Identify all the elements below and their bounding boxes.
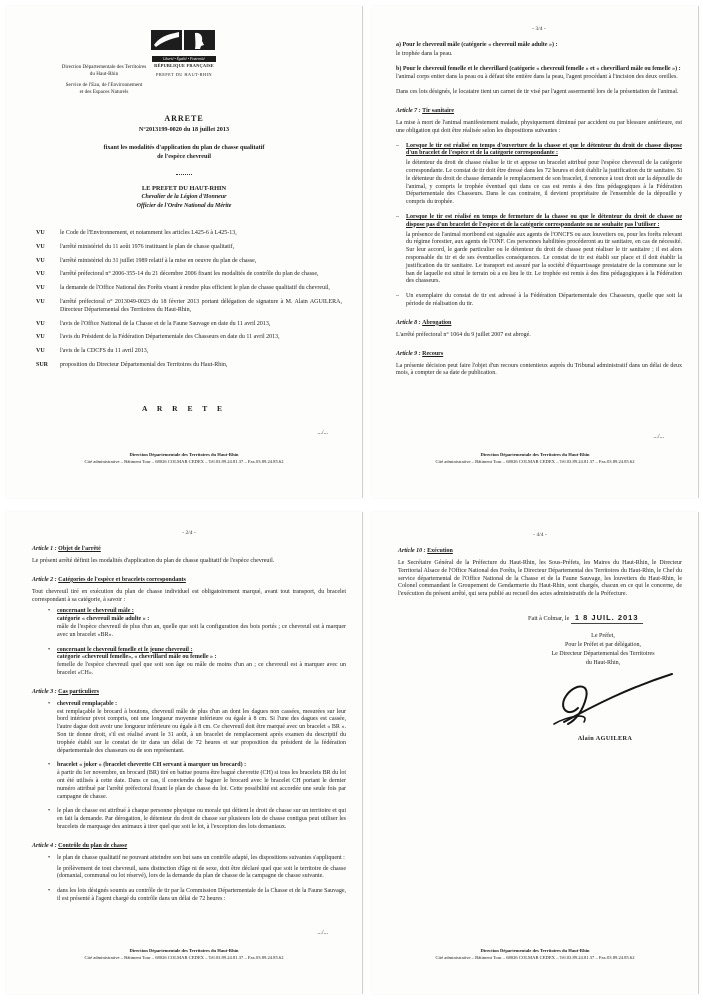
- dash-body: le détenteur du droit de chasse réalise le tir et appose un bracelet attribué pour l'espèce chevreuil de la catégorie correspondante. Le constat de tir doit être dressé dans les 72 heures et doit établir la justification du tir sanitaire. Si le détenteur du droit de chasse demande le remplacement de son bracelet, il renonce à tout droit sur la dépouille de l'animal, y compris le trophée éventuel qui dans ce cas est remis à des fins pédagogiques à la Fédération Départementale des Chasseurs. Dans le cas contraire, il devient propriétaire de l'ensemble de la dépouille y compris du trophée.: [406, 160, 682, 206]
- bullet-item: [48, 855, 346, 881]
- dash-bullet: –: [396, 213, 399, 220]
- vu-label: VU: [36, 230, 45, 236]
- dot-bullet: •: [48, 700, 51, 707]
- bullet-body: femelle de l'espèce chevreuil quel que soit son âge ou mâle de moins d'un an ; ce chevreuil est à marquer avec un bracelet «CH».: [57, 662, 346, 676]
- vu-label: VU: [36, 348, 45, 355]
- signature-line: Le Préfet,: [591, 632, 615, 639]
- dot-bullet: •: [48, 646, 51, 653]
- prefet-title: PREFET DU HAUT-RHIN: [156, 72, 212, 77]
- article-title: Objet de l'arrêté: [58, 546, 101, 552]
- bullet-subheading: catégorie « chevreuil mâle adulte » :: [57, 616, 150, 623]
- page-4-content: [372, 512, 698, 742]
- marianne-emblem-icon: [151, 30, 217, 50]
- bullet-item: [48, 888, 346, 904]
- prefect-honor: Chevalier de la Légion d'Honneur: [141, 194, 227, 201]
- page-3-content: [372, 6, 698, 378]
- page-2-content: [6, 512, 362, 904]
- footer-line: Direction Départementale des Territoires du Haut-Rhin: [480, 452, 590, 458]
- dash-content: [406, 293, 682, 309]
- clause-b-body: l'animal corps entier dans la peau ou à défaut tête entière dans la peau, l'agent procédant à l'incision des deux oreilles.: [396, 74, 678, 81]
- bullet-item: [48, 808, 346, 831]
- vu-text: proposition du Directeur Départemental des Territoires du Haut-Rhin,: [60, 361, 228, 368]
- paragraph: Dans ces lots désignés, le locataire tient un carnet de tir visé par l'agent assermenté lors de la présentation de l'animal.: [396, 89, 679, 96]
- bullet-item: [48, 762, 346, 801]
- vu-text: l'avis de la CDCFS du 11 avril 2013,: [60, 348, 149, 355]
- vu-text: l'arrêté préfectoral n° 2006-355-14 du 21 décembre 2006 fixant les modalités de contrôle du plan de chasse,: [60, 271, 319, 278]
- page-footer: [6, 452, 362, 466]
- dash-item: [396, 293, 682, 309]
- decree-title-block: [6, 114, 362, 133]
- service-line: et des Espaces Naturels: [79, 88, 129, 95]
- signer-name: Alain AGUILERA: [577, 734, 633, 742]
- continuation-mark: .../...: [653, 434, 664, 440]
- bullet-body: à partir du 1er novembre, un brocard (BR) tiré en battue pourra être bagué chevrette (CH) si tous les bracelets BR du lot ont été utilisés à cette date. Dans ce cas, il conviendra de baguer le brocard avec le bracelet CH portant le dernier numéro attribué par l'arrêté préfectoral fixant le plan de chasse du lot. Cette possibilité est accordée une seule fois par campagne de chasse.: [57, 770, 346, 800]
- vu-item: [36, 230, 342, 238]
- bullet-item: [48, 608, 346, 639]
- dash-item: [396, 214, 682, 286]
- bullet-body: est remplaçable le brocard à boutons, chevreuil mâle de plus d'un an dont les dagues non cassées, mesurées sur leur bord intérieur pivot compris, ont une longueur moyenne inférieure ou égale à 8 cm. Si l'une des dagues est cassée, l'autre dague doit avoir une longueur inférieure ou égale à 8 cm. Ce chevreuil doit être marqué avec un bracelet « BR ». Son tir donne droit, s'il est réalisé avant le 31 août, à un bracelet de remplacement après examen du descriptif du trophée établi sur le constat de tir dans un délai de 72 heures et sur proposition du président de la fédération départementale des chasseurs ou de son représentant.: [57, 708, 346, 754]
- page-number: - 2/4 -: [182, 530, 196, 536]
- service-line: du Haut-Rhin: [89, 71, 119, 78]
- dash-bullet: –: [396, 293, 399, 300]
- signature-line: du Haut-Rhin,: [585, 659, 621, 666]
- republic-motto: Liberté • Égalité • Fraternité: [152, 56, 216, 62]
- prefect-honor: Officier de l'Ordre National du Mérite: [136, 202, 232, 209]
- footer-line: Cité administrative – Bâtiment Tour – 68026 COLMAR CEDEX – Tél.03.89.24.81.37 – Fax.03.89.24.85.62: [84, 955, 284, 961]
- article-label: Article 4 :: [32, 842, 57, 849]
- page-1: [6, 6, 363, 498]
- article-label: Article 2 :: [32, 576, 57, 583]
- bullet-item: [48, 647, 346, 678]
- vu-item: [36, 271, 342, 279]
- signature-icon: [548, 670, 678, 728]
- bullet-body: le plan de chasse qualitatif ne pouvant atteindre son but sans un contrôle adapté, les dispositions suivantes s'appliquent :: [57, 854, 345, 861]
- vu-item: [36, 348, 342, 356]
- paragraph: La présente décision peut faire l'objet d'un recours contentieux auprès du Tribunal administratif dans un délai de deux mois, à compter de sa date de publication.: [396, 362, 682, 377]
- vu-item: [36, 285, 342, 293]
- clause-b-heading: b) Pour le chevreuil femelle et le chevrillard (catégorie « chevreuil femelle » et « chevrillard mâle ou femelle ») :: [396, 65, 681, 72]
- footer-line: Direction Départementale des Territoires du Haut-Rhin: [129, 452, 239, 458]
- vu-item: [36, 244, 342, 252]
- article-8-heading: [396, 320, 682, 326]
- republic-name: RÉPUBLIQUE FRANÇAISE: [154, 63, 214, 68]
- date-label: Fait à Colmar, le: [528, 614, 570, 622]
- vu-item: [36, 299, 342, 315]
- footer-line: Cité administrative – Bâtiment Tour – 68026 COLMAR CEDEX – Tél.03.89.24.81.37 – Fax.03.89.24.85.62: [435, 955, 635, 961]
- decree-number: N°2013199-0020 du 18 juillet 2013: [138, 126, 230, 133]
- vu-text: le Code de l'Environnement, et notamment les articles L425-6 à L425-13,: [60, 230, 237, 236]
- bullet-body: dans les lots désignés soumis au contrôle de tir par la Commission Départementale de la Chasse et de la Faune Sauvage, il est présenté à l'agent chargé du contrôle dans un délai de 72 heures :: [57, 888, 346, 902]
- continuation-mark: .../...: [317, 930, 328, 936]
- paragraph: La mise à mort de l'animal manifestement malade, physiquement diminué par accident ou par blessure antérieure, est une obligation qui doit être réalisée selon les dispositions suivantes :: [396, 119, 682, 134]
- article-1-heading: [32, 546, 346, 552]
- article-label: Article 3 :: [32, 688, 57, 695]
- article-title: Catégories de l'espèce et bracelets correspondants: [58, 576, 186, 583]
- vu-list: [36, 230, 342, 376]
- dot-bullet: •: [48, 762, 51, 769]
- bullet-content: [57, 762, 346, 801]
- article-label: Article 8 :: [396, 319, 421, 326]
- article-label: Article 9 :: [396, 350, 421, 357]
- vu-label: VU: [36, 320, 45, 327]
- service-line: Service de l'Eau, de l'Environnement: [65, 81, 143, 88]
- bullet-item: [48, 701, 346, 756]
- paragraph: Le Secrétaire Général de la Préfecture du Haut-Rhin, les Sous-Préfets, les Maires du Haut-Rhin, le Directeur Territorial Alsace de l'Office National des Forêts, le Directeur Départemental des Territoires du Haut-Rhin, le Chef du service départemental de l'Office National de la Chasse et de la Faune Sauvage, les louvetiers du Haut-Rhin, le Colonel commandant le Groupement de Gendarmerie du Haut-Rhin, sont chargés, chacun en ce qui le concerne, de l'exécution du présent arrêté, qui sera publié au recueil des actes administratifs de la Préfecture.: [398, 560, 682, 598]
- signature-block: [518, 632, 688, 668]
- page-3: [372, 6, 699, 498]
- page-number: - 4/4 -: [533, 532, 547, 538]
- dash-heading: Lorsque le tir est réalisé en temps d'ouverture de la chasse et que le détenteur du droit de chasse dispose d'un bracelet de l'espèce et de la catégorie correspondante :: [406, 142, 682, 157]
- vu-text: l'avis du Président de la Fédération Départementale des Chasseurs en date du 11 avril 2013,: [60, 334, 280, 341]
- bullet-heading: bracelet « joker » (bracelet chevrette CH servant à marquer un brocard) :: [57, 762, 247, 769]
- prefect-block: [6, 184, 362, 211]
- article-title: Abrogation: [422, 319, 452, 326]
- bullet-content: [57, 647, 346, 678]
- dash-bullet: –: [396, 142, 399, 149]
- article-title: Exécution: [427, 548, 453, 554]
- paragraph: L'arrêté préfectoral n° 1064 du 9 juillet 2007 est abrogé.: [396, 331, 531, 338]
- article-title: Recours: [422, 350, 444, 357]
- bullet-content: [57, 701, 346, 756]
- bullet-content: [57, 888, 346, 904]
- decree-subject: [6, 144, 362, 161]
- handwritten-signature: [548, 670, 682, 733]
- bullet-heading: chevreuil remplaçable :: [57, 700, 118, 707]
- dash-heading: Lorsque le tir est réalisé en temps de fermeture de la chasse ou que le détenteur du droit de chasse ne dispose pas d'un bracelet de l'espèce et de la catégorie correspondante ou ne souhaite pas l'utiliser :: [406, 213, 682, 228]
- bullet-body: le plan de chasse est attribué à chaque personne physique ou morale qui détient le droit de chasse sur un territoire et qui en fait la demande. Par dérogation, le détenteur du droit de chasse sur plusieurs lots de chasse contigus peut utiliser les bracelets de marquage des animaux à tirer quel que soit le lot, à l'exception des lots domaniaux.: [57, 808, 346, 830]
- decree-title: ARRETE: [164, 114, 204, 123]
- article-title: Cas particuliers: [58, 688, 99, 695]
- continuation-mark: .../...: [317, 430, 328, 436]
- footer-line: Cité administrative – Bâtiment Tour – 68026 COLMAR CEDEX – Tél.03.89.24.81.37 – Fax.03.89.24.85.62: [435, 459, 635, 465]
- vu-item: [36, 258, 342, 266]
- separator-mark: [176, 174, 192, 175]
- article-label: Article 7 :: [396, 107, 421, 114]
- article-9-heading: [396, 351, 682, 357]
- vu-label: VU: [36, 285, 45, 292]
- issuing-service: [20, 64, 188, 96]
- vu-text: la demande de l'Office National des Forêts visant à rendre plus efficient le plan de chasse qualitatif du chevreuil,: [60, 285, 330, 292]
- service-line: Direction Départementale des Territoires: [61, 64, 147, 70]
- vu-text: l'arrêté ministériel du 11 août 1976 instituant le plan de chasse qualitatif,: [60, 243, 235, 250]
- vu-text: l'arrêté ministériel du 31 juillet 1989 relatif à la mise en oeuvre du plan de chasse,: [60, 257, 257, 264]
- vu-item: [36, 321, 342, 329]
- dot-bullet: •: [48, 608, 51, 615]
- footer-line: Direction Départementale des Territoires du Haut-Rhin: [129, 948, 239, 954]
- article-2-heading: [32, 577, 346, 583]
- subject-line: fixant les modalités d'application du plan de chasse qualitatif: [103, 144, 265, 151]
- dash-item: [396, 143, 682, 207]
- bullet-content: [57, 855, 346, 881]
- page-footer: [6, 948, 362, 962]
- dash-body: la présence de l'animal moribond est signalée aux agents de l'ONCFS ou aux louvetiers ou, pour les forêts relevant du régime forestier, aux agents de l'ONF. Ces personnes habilitées procéderont au tir sanitaire, en cas de nécessité. Sur leur accord, le garde particulier ou le détenteur du droit de chasse peut réaliser le tir sanitaire ; il est alors responsable du tir et de ses éventuelles conséquences. Le constat de tir est établi sur place et il doit établir la justification du tir sanitaire. Le transport est assuré par la société d'équarrissage prestataire de la commune sur le ban de laquelle est situé le terrain où a eu lieu le tir. Le trophée est remis à des fins pédagogiques à la Fédération des chasseurs.: [406, 231, 682, 285]
- bullet-subparagraph: le prélèvement de tout chevreuil, sans distinction d'âge ni de sexe, doit être déclaré quel que soit le territoire de chasse (domanial, communal ou lot réservé), lors de la demande du plan de chasse de la campagne de chasse suivante.: [57, 865, 346, 880]
- vu-item: [36, 334, 342, 342]
- vu-label: VU: [36, 243, 45, 250]
- paragraph: Le présent arrêté définit les modalités d'application du plan de chasse qualitatif de l'espèce chevreuil.: [32, 558, 275, 564]
- page-4: [372, 512, 699, 994]
- article-label: Article 1 :: [32, 546, 57, 552]
- vu-label: VU: [36, 257, 45, 264]
- vu-item: [36, 362, 342, 370]
- clause-a-body: le trophée dans la peau.: [396, 50, 453, 57]
- bullet-heading: concernant le chevreuil mâle :: [57, 608, 134, 615]
- dash-content: [406, 143, 682, 207]
- footer-line: Cité administrative – Bâtiment Tour – 68026 COLMAR CEDEX – Tél.03.89.24.81.37 – Fax.03.89.24.85.62: [84, 459, 284, 465]
- vu-label: VU: [36, 271, 45, 278]
- paragraph: Tout chevreuil tiré en exécution du plan de chasse individuel est obligatoirement marqué, avant tout transport, du bracelet correspondant à sa catégorie, à savoir :: [32, 588, 346, 603]
- article-label: Article 10 :: [398, 548, 426, 554]
- date-line: [528, 613, 682, 622]
- dash-content: [406, 214, 682, 286]
- dot-bullet: •: [48, 888, 51, 895]
- dot-bullet: •: [48, 854, 51, 861]
- page-footer: [372, 452, 698, 466]
- dot-bullet: •: [48, 808, 51, 815]
- subject-line: de l'espèce chevreuil: [157, 152, 211, 160]
- vu-label: SUR: [36, 361, 49, 368]
- page-footer: [372, 948, 698, 962]
- signature-line: Le Directeur Départemental des Territoires: [551, 650, 655, 657]
- bullet-subheading: catégorie «chevreuil femelle», « chevrillard mâle ou femelle » :: [57, 654, 217, 661]
- bullet-content: [57, 608, 346, 639]
- vu-label: VU: [36, 334, 45, 341]
- vu-text: l'arrêté préfectoral n° 2013049-0023 du 18 février 2013 portant délégation de signature à M. Alain AGUILERA, Directeur Départemental des Territoires du Haut-Rhin,: [60, 298, 342, 313]
- dash-body: Un exemplaire du constat de tir est adressé à la Fédération Départementale des Chasseurs, quelle que soit la période de réalisation du tir.: [406, 293, 682, 307]
- bullet-body: mâle de l'espèce chevreuil de plus d'un an, quelle que soit la configuration des bois portés ; ce chevreuil est à marquer avec un bracelet «BR».: [57, 623, 346, 638]
- article-3-heading: [32, 689, 346, 695]
- arrete-word: A R R E T E: [142, 404, 226, 413]
- footer-line: Direction Départementale des Territoires du Haut-Rhin: [480, 948, 590, 954]
- article-4-heading: [32, 843, 346, 849]
- bullet-content: [57, 808, 346, 831]
- article-10-heading: [398, 548, 682, 554]
- article-7-heading: [396, 108, 682, 114]
- vu-text: l'avis de l'Office National de la Chasse et de la Faune Sauvage en date du 11 avril 2013,: [60, 320, 271, 327]
- signature-line: Pour le Préfet et par délégation,: [565, 641, 641, 648]
- article-title: Contrôle du plan de chasse: [58, 842, 128, 849]
- article-title: Tir sanitaire: [422, 107, 455, 114]
- date-stamp: 1 8 JUIL. 2013: [571, 613, 643, 624]
- vu-label: VU: [36, 298, 45, 305]
- clause-a-heading: a) Pour le chevreuil mâle (catégorie « chevreuil mâle adulte ») :: [396, 42, 558, 48]
- page-2: [6, 512, 363, 994]
- prefect-name: LE PREFET DU HAUT-RHIN: [141, 185, 227, 192]
- bullet-heading: concernant le chevreuil femelle et le jeune chevreuil :: [57, 646, 193, 653]
- page-number: - 3/4 -: [532, 26, 546, 32]
